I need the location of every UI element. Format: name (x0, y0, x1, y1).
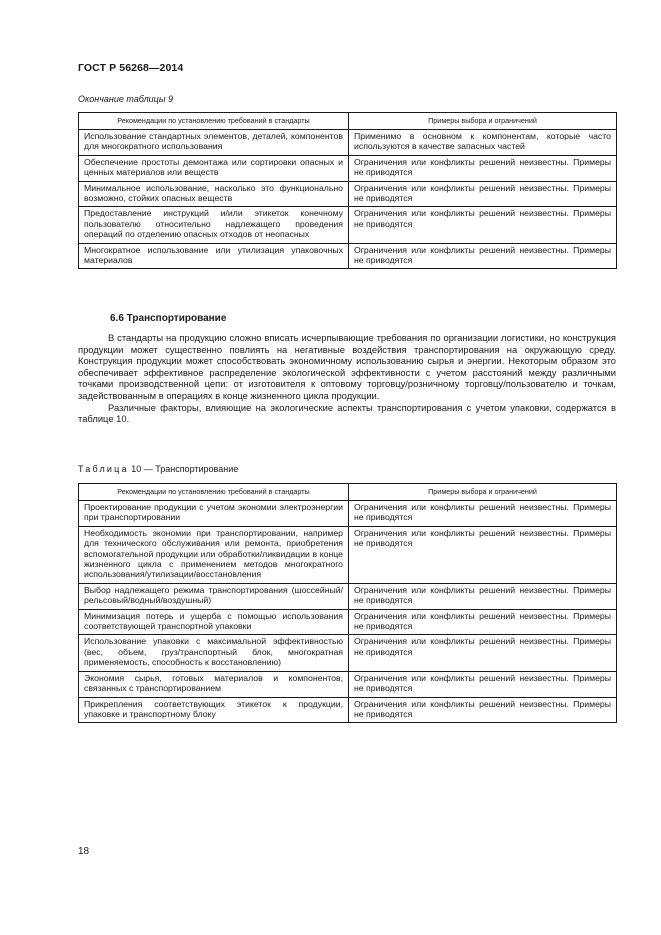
example-cell: Применимо в основном к компонентам, которые часто используются в качестве запасных частей (349, 130, 617, 156)
table-header-row (79, 484, 617, 501)
example-cell: Ограничения или конфликты решений неизвестны. Примеры не приводятся (349, 609, 617, 635)
table-10-caption (78, 464, 238, 474)
table-10 (78, 483, 617, 723)
requirement-cell: Экономия сырья, готовых материалов и компонентов, связанных с транспортированием (79, 671, 349, 697)
table-row (79, 501, 617, 527)
example-cell: Ограничения или конфликты решений неизвестны. Примеры не приводятся (349, 697, 617, 723)
example-cell: Ограничения или конфликты решений неизвестны. Примеры не приводятся (349, 243, 617, 269)
table-row (79, 155, 617, 181)
requirement-cell: Проектирование продукции с учетом экономии электроэнергии при транспортировании (79, 501, 349, 527)
requirement-cell: Минимальное использование, насколько это функционально возможно, стойких опасных веществ (79, 181, 349, 207)
requirement-cell: Использование упаковки с максимальной эффективностью (вес, объем, груз/транспортный блок, многократная применяемость, способность к восстановлению) (79, 635, 349, 671)
example-cell: Ограничения или конфликты решений неизвестны. Примеры не приводятся (349, 207, 617, 243)
table-10-caption-title: 10 — Транспортирование (128, 464, 239, 474)
table-10-caption-word: Таблица (78, 464, 129, 474)
requirement-cell: Минимизация потерь и ущерба с помощью использования соответствующей транспортной упаковки (79, 609, 349, 635)
example-cell: Ограничения или конфликты решений неизвестны. Примеры не приводятся (349, 635, 617, 671)
column-header-examples: Примеры выбора и ограничений (349, 484, 617, 501)
requirement-cell: Предоставление инструкций и/или этикеток конечному пользователю относительно надлежащего проведения операций по отделению опасных отходов от неопасных (79, 207, 349, 243)
table-9 (78, 112, 617, 269)
table-row (79, 671, 617, 697)
requirement-cell: Прикрепления соответствующих этикеток к продукции, упаковке и транспортному блоку (79, 697, 349, 723)
table-row (79, 243, 617, 269)
table-9-caption: Окончание таблицы 9 (78, 94, 173, 104)
example-cell: Ограничения или конфликты решений неизвестны. Примеры не приводятся (349, 671, 617, 697)
requirement-cell: Обеспечение простоты демонтажа или сортировки опасных и ценных материалов или веществ (79, 155, 349, 181)
column-header-examples: Примеры выбора и ограничений (349, 113, 617, 130)
document-code-header: ГОСТ Р 56268—2014 (78, 62, 184, 74)
section-title: 6.6 Транспортирование (110, 313, 227, 324)
requirement-cell: Использование стандартных элементов, деталей, компонентов для многократного использования (79, 130, 349, 156)
table-row (79, 583, 617, 609)
column-header-requirements: Рекомендации по установлению требований в стандарты (79, 113, 349, 130)
example-cell: Ограничения или конфликты решений неизвестны. Примеры не приводятся (349, 155, 617, 181)
requirement-cell: Необходимость экономии при транспортировании, например для технического обслуживания или ремонта, приобретения вспомогательной продукции или обработки/ликвидации в конце жизненного цикла с применением методов многократного использования/утилизации/восстановления (79, 526, 349, 583)
example-cell: Ограничения или конфликты решений неизвестны. Примеры не приводятся (349, 501, 617, 527)
requirement-cell: Выбор надлежащего режима транспортирования (шоссейный/рельсовый/водный/воздушный) (79, 583, 349, 609)
table-row (79, 526, 617, 583)
column-header-requirements: Рекомендации по установлению требований в стандарты (79, 484, 349, 501)
table-row (79, 130, 617, 156)
example-cell: Ограничения или конфликты решений неизвестны. Примеры не приводятся (349, 526, 617, 583)
requirement-cell: Многократное использование или утилизация упаковочных материалов (79, 243, 349, 269)
table-row (79, 207, 617, 243)
example-cell: Ограничения или конфликты решений неизвестны. Примеры не приводятся (349, 181, 617, 207)
body-paragraph: Различные факторы, влияющие на экологические аспекты транспортирования с учетом упаковки, содержатся в таблице 10. (78, 401, 616, 425)
table-header-row (79, 113, 617, 130)
table-row (79, 609, 617, 635)
table-row (79, 181, 617, 207)
section-body (78, 332, 616, 425)
example-cell: Ограничения или конфликты решений неизвестны. Примеры не приводятся (349, 583, 617, 609)
table-row (79, 697, 617, 723)
table-row (79, 635, 617, 671)
body-paragraph: В стандарты на продукцию сложно вписать исчерпывающие требования по организации логистики, но конструкция продукции может существенно повлиять на негативные воздействия транспортирования на окружающую среду. Конструкция продукции может способствовать экономичному использованию сырья и энергии. Некоторым образом это обеспечивает эффективное распределение экологической эффективности с учетом расстояний между различными точками производственной цепи: от изготовителя к оптовому торговцу/розничному торговцу/пользователю и точкам, задействованным в операциях в конце жизненного цикла продукции. (78, 332, 616, 401)
page-number: 18 (78, 846, 90, 857)
